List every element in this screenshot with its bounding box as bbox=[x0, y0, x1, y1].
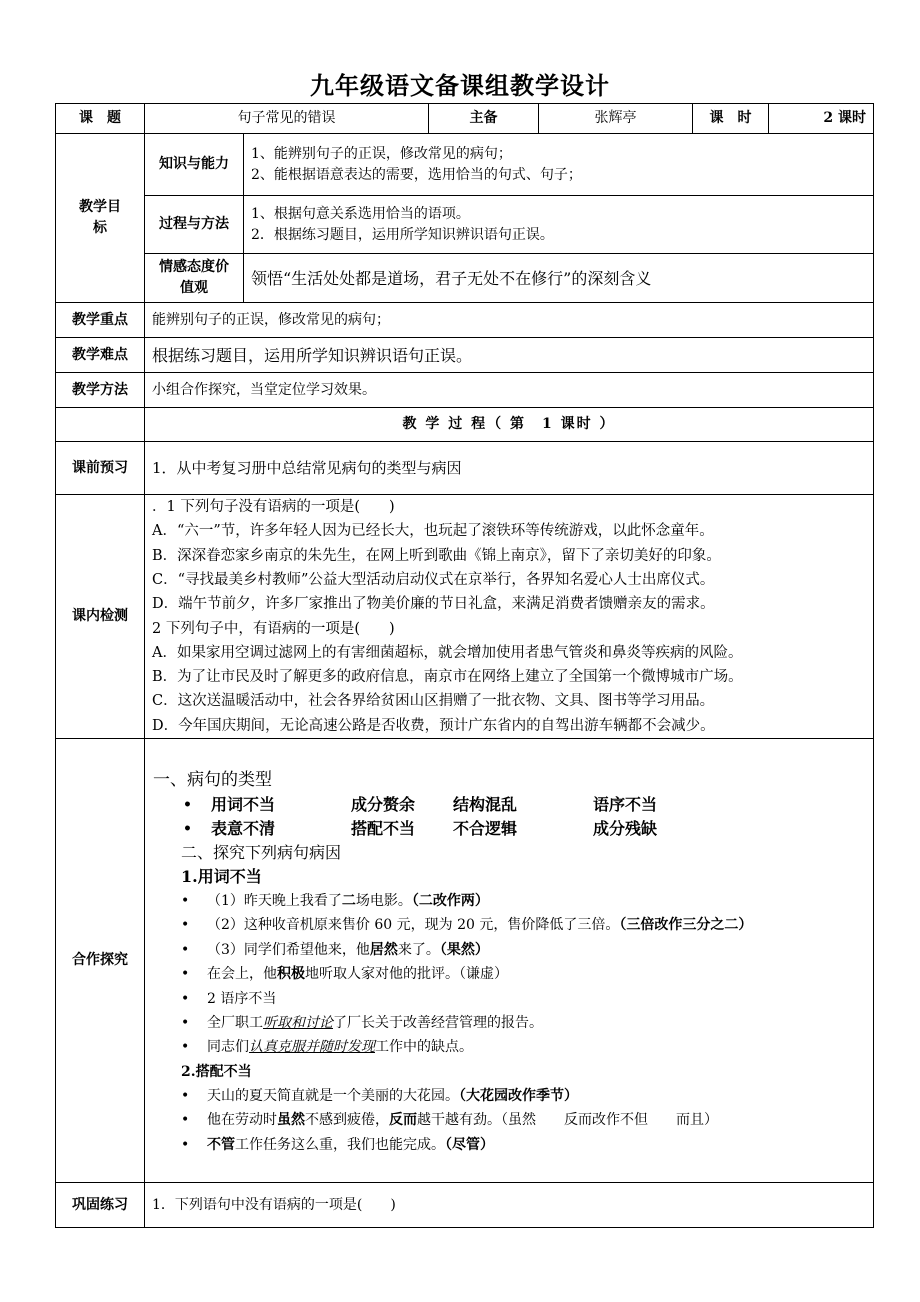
preview-label: 课前预习 bbox=[56, 442, 145, 495]
hours-value: 2 课时 bbox=[769, 104, 874, 134]
list-item: • 在会上，他积极地听取人家对他的批评。（谦虚） bbox=[153, 962, 865, 986]
check-questions bbox=[145, 495, 874, 739]
preview-row bbox=[56, 442, 874, 495]
list-item: • （1）昨天晚上我看了二场电影。（二改作两） bbox=[153, 889, 865, 913]
list-item: • 不管工作任务这么重，我们也能完成。（尽管） bbox=[153, 1133, 865, 1157]
types-row-2: • 表意不清 搭配不当 不合逻辑 成分残缺 bbox=[153, 817, 865, 841]
coop-heading-types: 一、病句的类型 bbox=[153, 770, 272, 790]
coop-row bbox=[56, 739, 874, 1183]
key-point-label: 教学重点 bbox=[56, 303, 145, 338]
host-label: 主备 bbox=[429, 104, 539, 134]
header-row bbox=[56, 104, 874, 134]
practice-row bbox=[56, 1183, 874, 1228]
practice-label: 巩固练习 bbox=[56, 1183, 145, 1228]
list-item: • 同志们认真克服并随时发现工作中的缺点。 bbox=[153, 1035, 865, 1059]
method-row bbox=[56, 373, 874, 408]
check-row bbox=[56, 495, 874, 739]
check-line: A．“六一”节，许多年轻人因为已经长大，也玩起了滚铁环等传统游戏，以此怀念童年。 bbox=[152, 523, 714, 540]
objectives-label: 教学目标 bbox=[56, 134, 145, 303]
check-line: C．这次送温暖活动中，社会各界给贫困山区捐赠了一批衣物、文具、图书等学习用品。 bbox=[152, 693, 715, 710]
check-label: 课内检测 bbox=[56, 495, 145, 739]
hours-label: 课 时 bbox=[693, 104, 769, 134]
key-point-text: 能辨别句子的正误，修改常见的病句； bbox=[145, 303, 874, 338]
check-line: 2 下列句子中，有语病的一项是( ) bbox=[152, 620, 395, 637]
coop-heading-explore: 二、探究下列病句病因 bbox=[181, 843, 342, 862]
bullet-icon: • bbox=[181, 893, 190, 909]
list-item: • 他在劳动时虽然不感到疲倦，反而越干越有劲。（虽然 反而改作不但 而且） bbox=[153, 1108, 865, 1132]
list-item: • （3）同学们希望他来，他居然来了。（果然） bbox=[153, 938, 865, 962]
bullet-icon: • bbox=[181, 1112, 190, 1129]
practice-text: 1．下列语句中没有语病的一项是( ) bbox=[145, 1183, 874, 1228]
process-items: 1、根据句意关系选用恰当的语项。 2．根据练习题目，运用所学知识辨识语句正误。 bbox=[244, 196, 874, 254]
check-line: B．深深眷恋家乡南京的朱先生，在网上听到歌曲《锦上南京》，留下了亲切美好的印象。 bbox=[152, 547, 721, 564]
objective-process-row bbox=[56, 196, 874, 254]
bullet-icon: • bbox=[181, 966, 190, 983]
objective-emotion-row bbox=[56, 254, 874, 303]
bullet-icon: • bbox=[181, 941, 190, 958]
difficulty-row bbox=[56, 338, 874, 373]
list-item: • 天山的夏天简直就是一个美丽的大花园。（大花园改作季节） bbox=[153, 1084, 865, 1108]
process-title: 教 学 过 程（ 第 1 课时 ） bbox=[145, 408, 874, 442]
check-line: D．端午节前夕，许多厂家推出了物美价廉的节日礼盒，来满足消费者馈赠亲友的需求。 bbox=[152, 596, 715, 613]
check-line: C．“寻找最美乡村教师”公益大型活动启动仪式在京举行，各界知名爱心人士出席仪式。 bbox=[152, 571, 715, 588]
check-line: A．如果家用空调过滤网上的有害细菌超标，就会增加使用者患气管炎和鼻炎等疾病的风险。 bbox=[152, 644, 743, 661]
objective-knowledge-row bbox=[56, 134, 874, 196]
list-item: • （2）这种收音机原来售价 60 元，现为 20 元，售价降低了三倍。（三倍改作三分之二） bbox=[153, 913, 865, 937]
coop-label: 合作探究 bbox=[56, 739, 145, 1183]
bullet-icon: • bbox=[181, 917, 190, 934]
key-point-row bbox=[56, 303, 874, 338]
coop-content bbox=[145, 739, 874, 1183]
bullet-icon: • bbox=[181, 1136, 190, 1153]
lesson-plan-table bbox=[55, 103, 874, 1228]
method-text: 小组合作探究，当堂定位学习效果。 bbox=[145, 373, 874, 408]
host-value: 张辉亭 bbox=[539, 104, 693, 134]
list-item: • 2 语序不当 bbox=[153, 987, 865, 1011]
bullet-icon: • bbox=[181, 1015, 190, 1032]
topic-value: 句子常见的错误 bbox=[145, 104, 429, 134]
difficulty-label: 教学难点 bbox=[56, 338, 145, 373]
coop-heading-word-use: 1.用词不当 bbox=[181, 867, 262, 886]
check-line: B．为了让市民及时了解更多的政府信息，南京市在网络上建立了全国第一个微博城市广场。 bbox=[152, 669, 743, 686]
check-line: D．今年国庆期间，无论高速公路是否收费，预计广东省内的自驾出游车辆都不会减少。 bbox=[152, 717, 715, 734]
method-label: 教学方法 bbox=[56, 373, 145, 408]
coop-heading-collocation: 2.搭配不当 bbox=[181, 1063, 252, 1080]
emotion-text: 领悟“生活处处都是道场，君子无处不在修行”的深刻含义 bbox=[244, 254, 874, 303]
bullet-icon: • bbox=[183, 797, 192, 813]
bullet-icon: • bbox=[181, 990, 190, 1007]
process-label: 过程与方法 bbox=[145, 196, 244, 254]
topic-label: 课 题 bbox=[56, 104, 145, 134]
preview-text: 1．从中考复习册中总结常见病句的类型与病因 bbox=[145, 442, 874, 495]
bullet-icon: • bbox=[183, 821, 192, 837]
list-item: • 全厂职工听取和讨论了厂长关于改善经营管理的报告。 bbox=[153, 1011, 865, 1035]
difficulty-text: 根据练习题目，运用所学知识辨识语句正误。 bbox=[145, 338, 874, 373]
document-title: 九年级语文备课组教学设计 bbox=[310, 71, 610, 100]
check-line: ．1 下列句子没有语病的一项是( ) bbox=[152, 499, 395, 516]
bullet-icon: • bbox=[181, 1039, 190, 1056]
knowledge-items: 1、能辨别句子的正误，修改常见的病句； 2、能根据语意表达的需要，选用恰当的句式、句子； bbox=[244, 134, 874, 196]
knowledge-label: 知识与能力 bbox=[145, 134, 244, 196]
bullet-icon: • bbox=[181, 1087, 190, 1104]
types-row-1: • 用词不当 成分赘余 结构混乱 语序不当 bbox=[153, 793, 865, 817]
emotion-label: 情感态度价值观 bbox=[145, 254, 244, 303]
process-title-row bbox=[56, 408, 874, 442]
